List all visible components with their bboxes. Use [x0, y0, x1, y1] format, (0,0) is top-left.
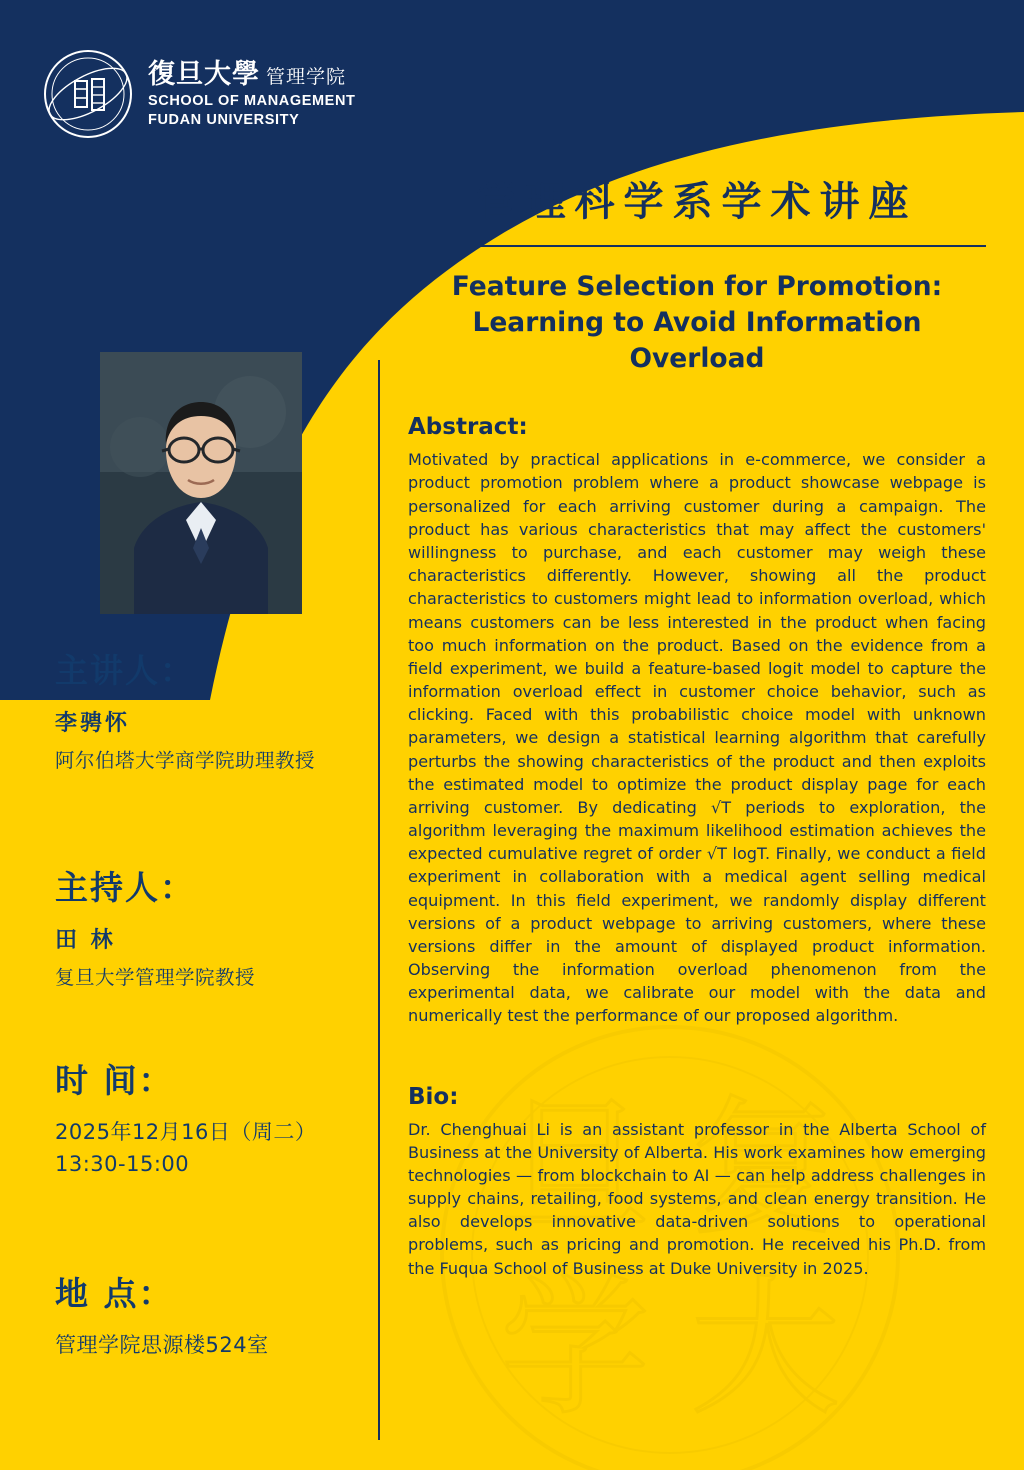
chinese-title: 管理科学系学术讲座	[476, 178, 918, 225]
logo-english-line1: SCHOOL OF MANAGEMENT	[148, 93, 356, 110]
title-rule	[408, 245, 986, 247]
right-content-column	[408, 170, 986, 1280]
place-room: 管理学院思源楼524室	[55, 1333, 269, 1357]
host-name: 田 林	[55, 928, 116, 953]
abstract-text: Motivated by practical applications in e-commerce, we consider a product promotion problem where a product showcase webpage is personalized for each arriving customer during a campaign. The product has various characteristics that may affect the customers' willingness to purchase, and each customer may weigh these characteristics differently. However, showing all the product characteristics to customers might lead to information overload, which means customers can be less interested in the product when facing too much information on the product. Based on the evidence from a field experiment, we build a feature-based logit model to capture the information overload effect in customer choice behavior, such as clicking. Faced with this probabilistic choice model with unknown parameters, we design a statistical learning algorithm that carefully perturbs the showing characteristics of the product and then exploits the estimated model to optimize the product display page for each arriving customer. By dedicating √T periods to exploration, the algorithm leveraging the maximum likelihood estimation achieves the expected cumulative regret of order √T logT. Finally, we conduct a field experiment in collaboration with a medical agent selling medical equipment. In this field experiment, we randomly display different versions of a product webpage to arriving customers, where these versions differ in the amount of displayed product information. Observing the information overload phenomenon from the experimental data, we calibrate our model with the data and numerically test the performance of our proposed algorithm.	[408, 450, 986, 1026]
vertical-divider	[378, 360, 380, 1440]
svg-text:复: 复	[690, 1082, 841, 1256]
bio-text: Dr. Chenghuai Li is an assistant professor in the Alberta School of Business at the University of Alberta. His work examines how emerging technologies — from blockchain to AI — can help address challenges in supply chains, retailing, food systems, and clean energy transition. He also develops innovative data-driven solutions to operational problems, such as pricing and promotion. He received his Ph.D. from the Fuqua School of Business at Duke University in 2025.	[408, 1119, 986, 1278]
bio-heading: Bio:	[408, 1083, 459, 1110]
time-clock: 13:30-15:00	[55, 1152, 190, 1176]
time-heading: 时 间：	[55, 1061, 174, 1100]
english-title	[408, 269, 986, 376]
svg-text:学: 学	[500, 1262, 651, 1436]
place-heading: 地 点：	[55, 1274, 174, 1313]
host-affiliation: 复旦大学管理学院教授	[55, 966, 256, 989]
place-block	[55, 1268, 375, 1365]
speaker-block	[55, 645, 375, 773]
svg-text:旦: 旦	[500, 1082, 651, 1256]
speaker-portrait	[100, 352, 302, 614]
time-block	[55, 1055, 375, 1182]
abstract-heading: Abstract:	[408, 414, 528, 441]
english-title-line2: Learning to Avoid Information Overload	[472, 306, 922, 374]
host-block	[55, 862, 375, 990]
logo-english-line2: FUDAN UNIVERSITY	[148, 112, 300, 129]
section-gap	[408, 1028, 986, 1084]
logo-chinese-name: 復旦大學	[148, 59, 260, 91]
speaker-affiliation: 阿尔伯塔大学商学院助理教授	[55, 749, 316, 772]
svg-text:大: 大	[690, 1262, 841, 1436]
host-heading: 主持人：	[55, 868, 195, 907]
english-title-line1: Feature Selection for Promotion:	[451, 271, 943, 302]
speaker-name: 李骋怀	[55, 711, 131, 736]
time-date: 2025年12月16日（周二）	[55, 1120, 317, 1144]
speaker-heading: 主讲人：	[55, 651, 195, 690]
left-info-column	[0, 0, 380, 1470]
logo-chinese-school: 管理学院	[266, 66, 347, 89]
